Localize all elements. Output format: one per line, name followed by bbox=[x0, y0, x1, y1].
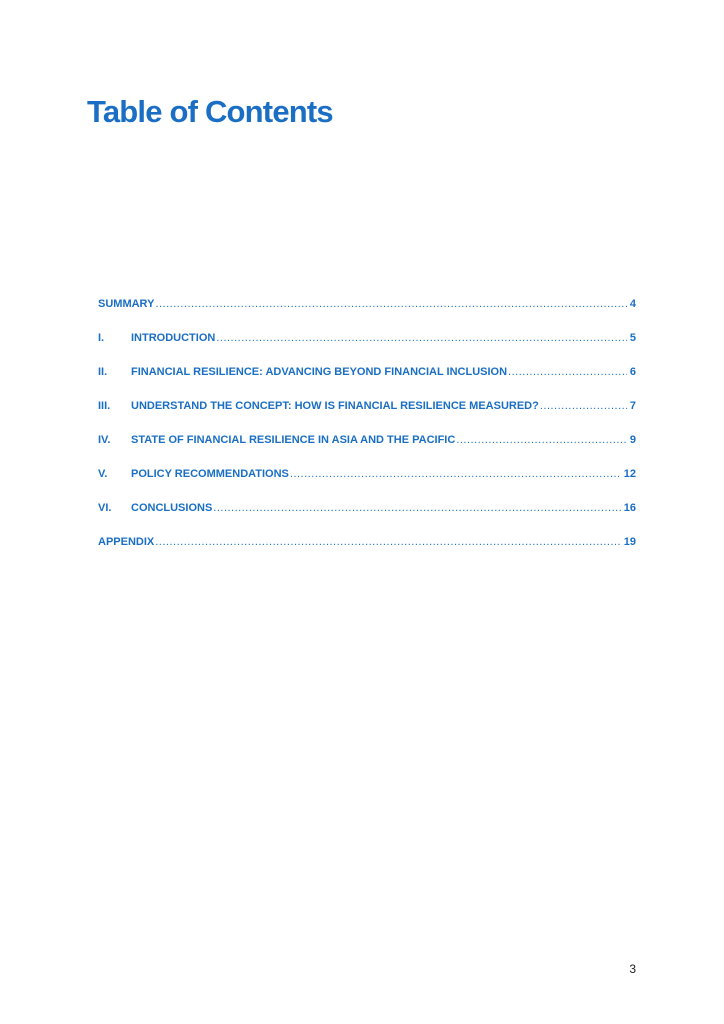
toc-entry-state-of-financial-resilience[interactable] bbox=[98, 430, 636, 464]
toc-entry-label: FINANCIAL RESILIENCE: ADVANCING BEYOND FINANCIAL INCLUSION bbox=[131, 366, 508, 378]
toc-entry-label: STATE OF FINANCIAL RESILIENCE IN ASIA AND THE PACIFIC bbox=[131, 434, 456, 446]
toc-entry-appendix[interactable] bbox=[98, 532, 636, 566]
toc-entry-label: CONCLUSIONS bbox=[131, 502, 213, 514]
page-title: Table of Contents bbox=[87, 94, 333, 129]
toc-entry-label: SUMMARY bbox=[98, 298, 155, 310]
toc-entry-page: 9 bbox=[629, 434, 636, 446]
toc-dot-leader bbox=[216, 328, 627, 348]
toc-entry-page: 5 bbox=[629, 332, 636, 344]
toc-dot-leader bbox=[290, 464, 621, 484]
toc-entry-label: APPENDIX bbox=[98, 536, 155, 548]
toc-entry-page: 4 bbox=[629, 298, 636, 310]
toc-entry-page: 6 bbox=[629, 366, 636, 378]
toc-entry-financial-resilience[interactable] bbox=[98, 362, 636, 396]
toc-entry-label: INTRODUCTION bbox=[131, 332, 216, 344]
toc-entry-page: 7 bbox=[629, 400, 636, 412]
toc-entry-label: POLICY RECOMMENDATIONS bbox=[131, 468, 289, 480]
toc-entry-summary[interactable] bbox=[98, 294, 636, 328]
toc-dot-leader bbox=[540, 396, 627, 416]
toc-entry-page: 19 bbox=[623, 536, 636, 548]
toc-dot-leader bbox=[456, 430, 627, 450]
toc-dot-leader bbox=[155, 294, 626, 314]
toc-dot-leader bbox=[213, 498, 620, 518]
toc-entry-number: VI. bbox=[98, 502, 112, 514]
toc-entry-understand-the-concept[interactable] bbox=[98, 396, 636, 430]
table-of-contents bbox=[98, 294, 636, 566]
toc-entry-number: II. bbox=[98, 366, 108, 378]
toc-entry-policy-recommendations[interactable] bbox=[98, 464, 636, 498]
toc-dot-leader bbox=[155, 532, 621, 552]
page-number: 3 bbox=[629, 962, 636, 976]
toc-entry-number: III. bbox=[98, 400, 111, 412]
toc-entry-introduction[interactable] bbox=[98, 328, 636, 362]
toc-entry-number: I. bbox=[98, 332, 105, 344]
toc-entry-page: 16 bbox=[623, 502, 636, 514]
toc-entry-number: IV. bbox=[98, 434, 111, 446]
toc-entry-label: UNDERSTAND THE CONCEPT: HOW IS FINANCIAL RESILIENCE MEASURED? bbox=[131, 400, 539, 412]
toc-entry-page: 12 bbox=[623, 468, 636, 480]
toc-dot-leader bbox=[508, 362, 627, 382]
toc-entry-conclusions[interactable] bbox=[98, 498, 636, 532]
toc-entry-number: V. bbox=[98, 468, 108, 480]
